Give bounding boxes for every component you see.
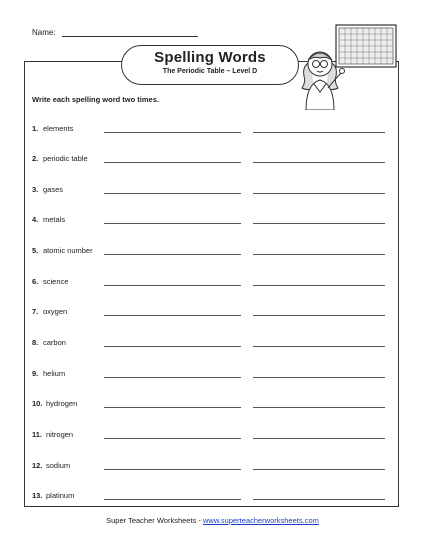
word-number: 8. [32,338,39,347]
answer-line-1[interactable] [104,377,241,378]
answer-line-2[interactable] [253,377,385,378]
word-row [32,277,392,289]
word-row [32,124,392,136]
periodic-table-poster-icon [336,25,396,67]
spelling-word: helium [43,369,66,378]
footer-brand: Super Teacher Worksheets [106,516,197,525]
word-number: 11. [32,430,43,439]
answer-line-2[interactable] [253,407,385,408]
answer-line-2[interactable] [253,193,385,194]
answer-line-1[interactable] [104,469,241,470]
spelling-word: elements [43,124,74,133]
spelling-word: periodic table [43,154,88,163]
answer-line-1[interactable] [104,407,241,408]
answer-line-2[interactable] [253,162,385,163]
spelling-word: sodium [46,461,71,470]
answer-line-2[interactable] [253,285,385,286]
name-label: Name: [32,28,56,37]
word-row [32,215,392,227]
page-title: Spelling Words [154,49,266,66]
word-row [32,185,392,197]
word-row [32,246,392,258]
answer-line-1[interactable] [104,499,241,500]
spelling-word: platinum [46,491,75,500]
answer-line-1[interactable] [104,162,241,163]
answer-line-2[interactable] [253,132,385,133]
answer-line-1[interactable] [104,193,241,194]
word-number: 3. [32,185,39,194]
word-row [32,461,392,473]
word-number: 7. [32,307,39,316]
answer-line-1[interactable] [104,315,241,316]
footer-separator: - [196,516,203,525]
spelling-word: hydrogen [46,399,78,408]
word-row [32,307,392,319]
spelling-word: metals [43,215,66,224]
word-row [32,399,392,411]
spelling-word: carbon [43,338,66,347]
title-banner [121,45,299,85]
scientist-illustration [292,22,400,110]
name-row [32,28,56,37]
answer-line-1[interactable] [104,223,241,224]
spelling-word: gases [43,185,64,194]
word-number: 10. [32,399,43,408]
word-row [32,338,392,350]
answer-line-2[interactable] [253,469,385,470]
answer-line-1[interactable] [104,254,241,255]
word-row [32,369,392,381]
word-number: 1. [32,124,39,133]
footer [0,516,425,525]
answer-line-2[interactable] [253,499,385,500]
word-row [32,491,392,503]
page-subtitle: The Periodic Table – Level D [162,68,258,75]
answer-line-2[interactable] [253,438,385,439]
answer-line-2[interactable] [253,223,385,224]
spelling-word: nitrogen [46,430,74,439]
word-number: 12. [32,461,43,470]
answer-line-2[interactable] [253,346,385,347]
answer-line-2[interactable] [253,315,385,316]
word-number: 13. [32,491,43,500]
answer-line-1[interactable] [104,346,241,347]
answer-line-1[interactable] [104,285,241,286]
word-number: 4. [32,215,39,224]
answer-line-1[interactable] [104,132,241,133]
name-blank-line[interactable] [62,36,198,37]
spelling-word: oxygen [43,307,68,316]
answer-line-1[interactable] [104,438,241,439]
word-number: 9. [32,369,39,378]
word-number: 5. [32,246,39,255]
spelling-word: science [43,277,69,286]
word-row [32,154,392,166]
instructions-text: Write each spelling word two times. [32,95,159,104]
footer-link[interactable]: www.superteacherworksheets.com [202,516,319,525]
word-number: 2. [32,154,39,163]
answer-line-2[interactable] [253,254,385,255]
spelling-word: atomic number [43,246,93,255]
word-number: 6. [32,277,39,286]
word-row [32,430,392,442]
